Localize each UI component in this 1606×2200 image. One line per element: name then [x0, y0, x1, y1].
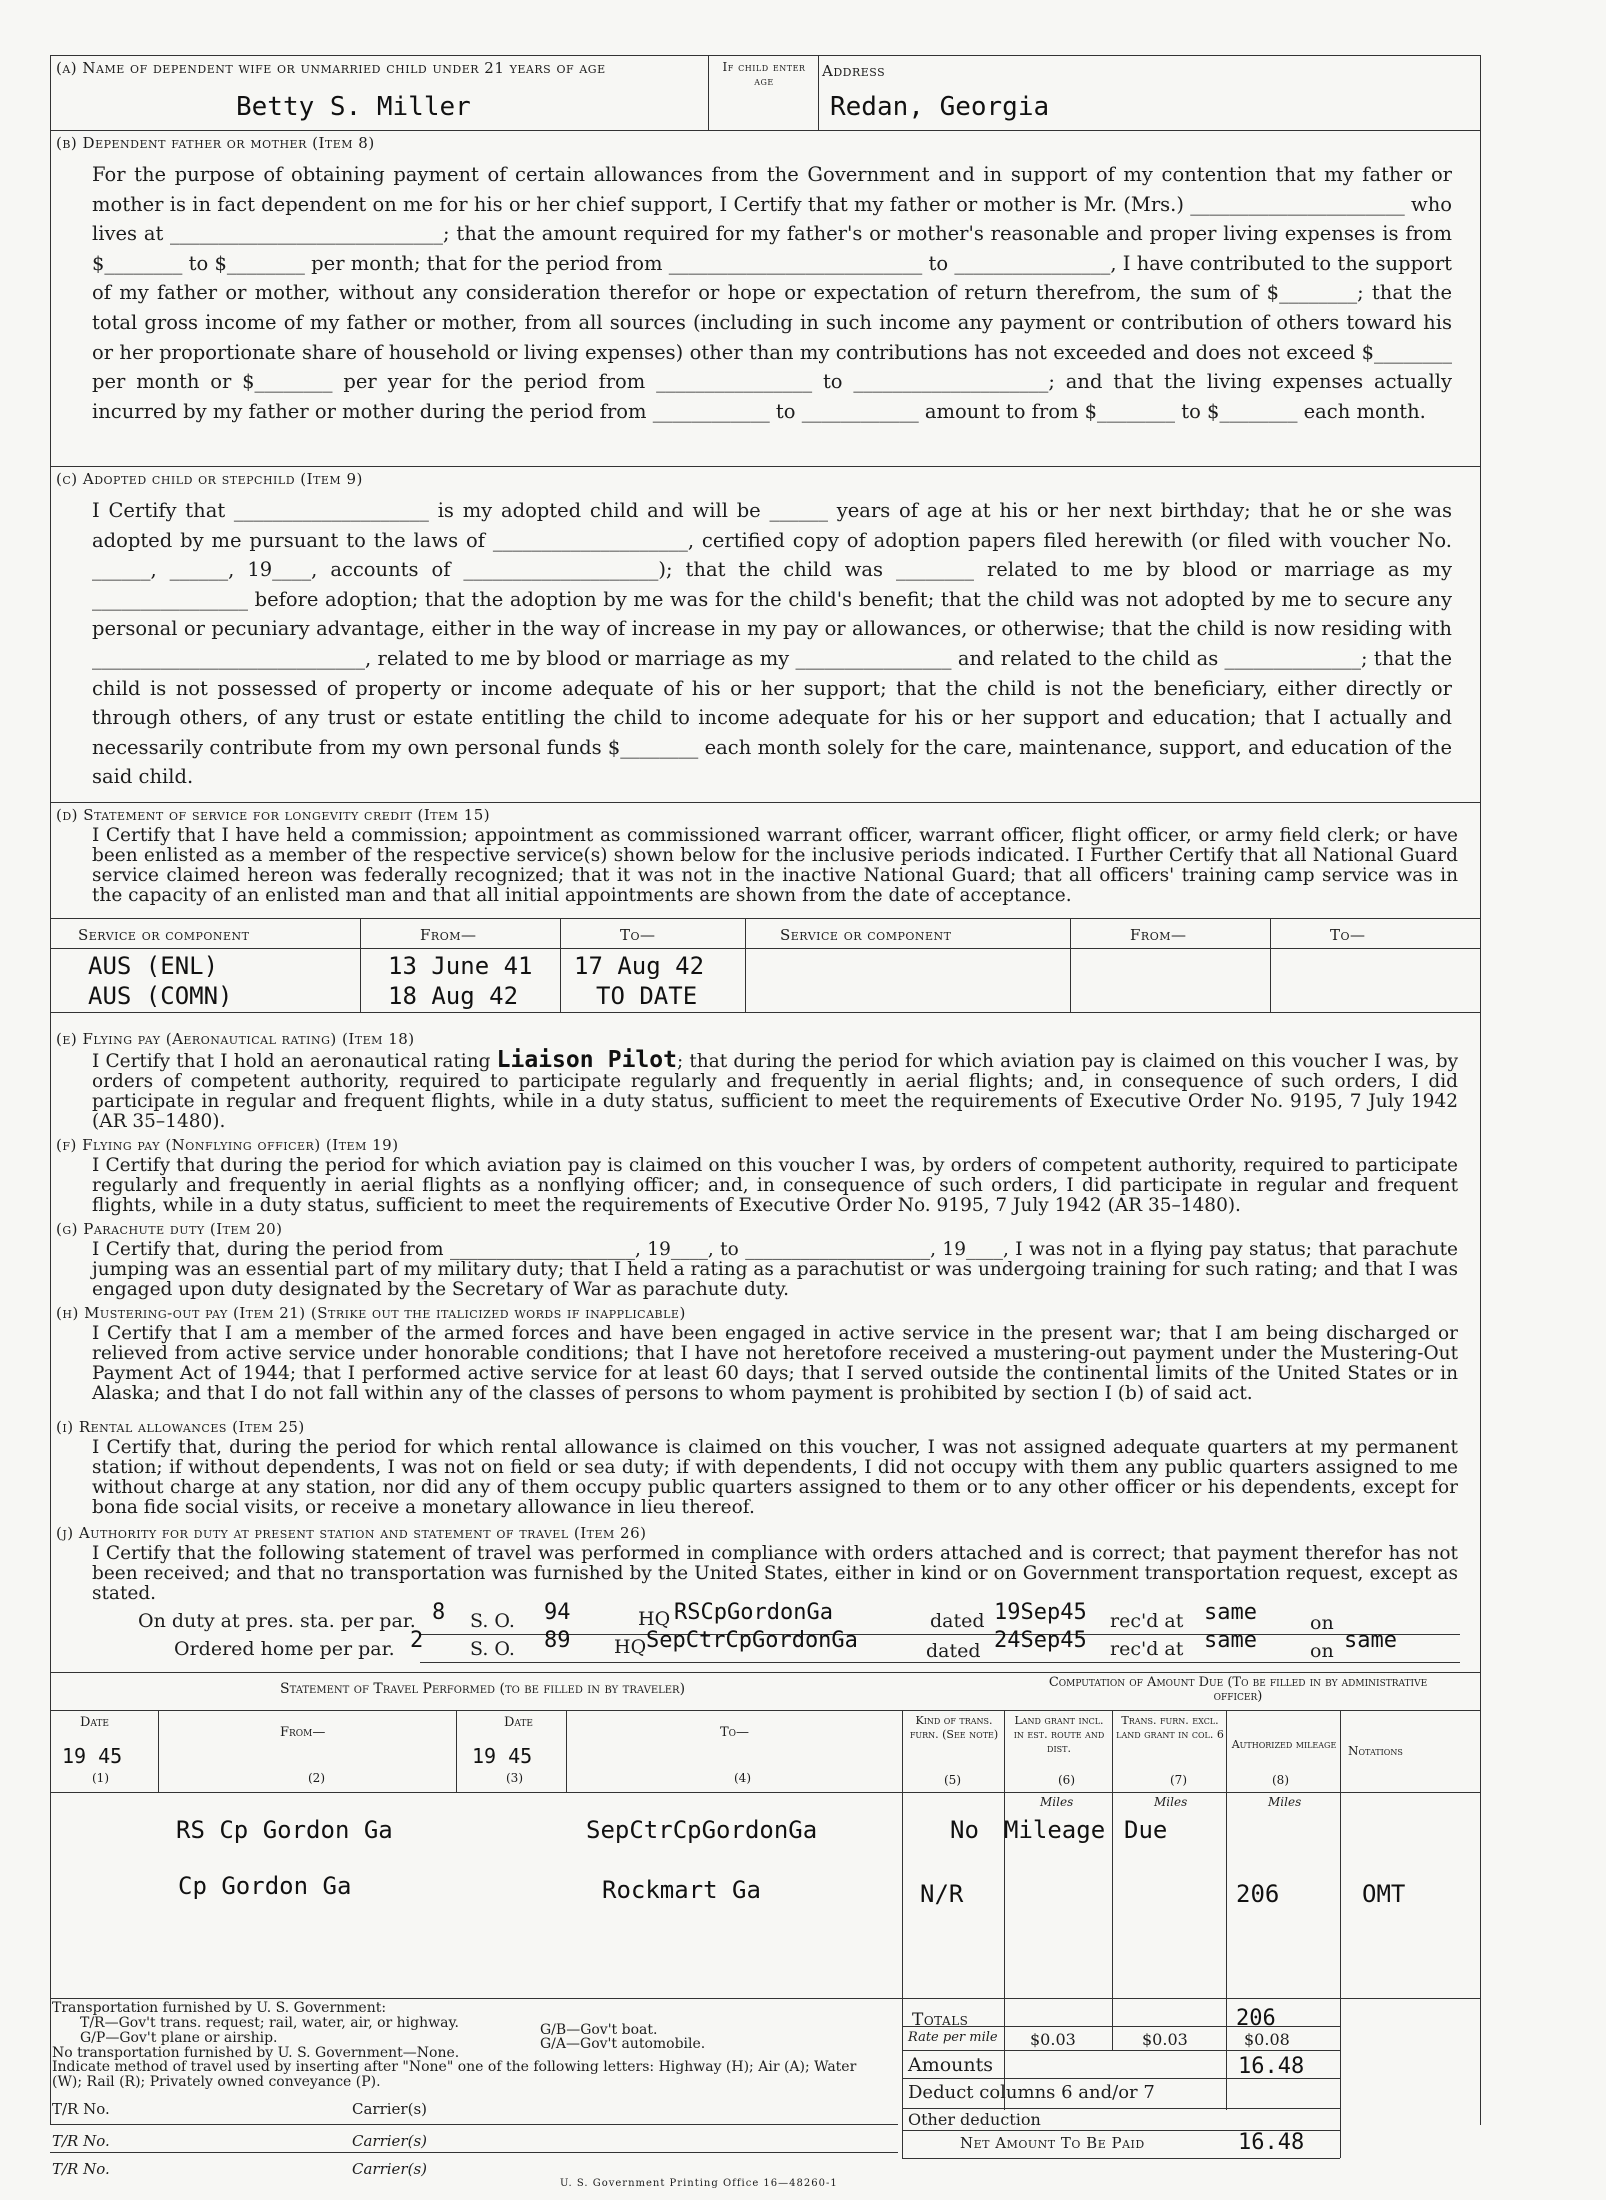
rule	[50, 948, 1480, 949]
home-recd-label: rec'd at	[1110, 1638, 1184, 1660]
home-par: 2	[410, 1628, 424, 1653]
rate-auth: $0.08	[1244, 2030, 1290, 2049]
col	[560, 918, 561, 1012]
col-num-1: (1)	[92, 1771, 109, 1785]
travel-row-1-land: Mileage	[1004, 1816, 1106, 1844]
col	[456, 1710, 457, 1792]
home-so-label: S. O.	[470, 1638, 515, 1660]
service-header-1: Service or component	[78, 926, 250, 944]
note-5: G/A—Gov't automobile.	[540, 2036, 706, 2052]
rule	[50, 1672, 1480, 1673]
section-b-text: For the purpose of obtaining payment of certain allowances from the Government and in support of my contention that my father or mother is in fact dependent on me for his or her chief support, I Certify that my father or mother is Mr. (Mrs.) ______________________ who lives at ____________________________; that the amount required for my father's or mother's reasonable and proper living expenses is from $________ to $________ per month; that for the period from __________________________ to ________________, I have contributed to the support of my father or mother, without any consideration therefor or hope or expectation of return therefrom, the sum of $________; that the total gross income of my father or mother, from all sources (including in such income any payment or contribution of others toward his or her proportionate share of household or living expenses) other than my contributions has not exceeded and does not exceed $________ per month or $________ per year for the period from ________________ to ____________________; and that the living expenses actually incurred by my father or mother during the period from ____________ to ____________ amount to from $________ to $________ each month.	[92, 163, 1452, 423]
travel-row-2-kind: N/R	[920, 1880, 964, 1908]
duty-so: 94	[544, 1600, 571, 1625]
travel-statement-title: Statement of Travel Performed (to be filled in by traveler)	[280, 1681, 686, 1697]
section-g-label: (g) Parachute duty (Item 20)	[56, 1220, 283, 1238]
rule	[50, 802, 1480, 803]
rule	[50, 918, 1480, 919]
rate-trans: $0.03	[1142, 2030, 1188, 2049]
rule	[420, 1634, 1460, 1635]
service-row-2-from: 18 Aug 42	[388, 982, 519, 1010]
home-on-label: on	[1310, 1640, 1334, 1662]
rule	[902, 2026, 1340, 2027]
duty-so-label: S. O.	[470, 1610, 515, 1632]
section-h-text: I Certify that I am a member of the armed forces and have been engaged in active service in the present war; that I am being discharged or relieved from active service under honorable conditions; that I have not heretofore received a mustering-out payment under the Mustering-Out Payment Act of 1944; that I performed active service for at least 60 days; that I served outside the continental limits of the United States or in Alaska; and that I do not fall within any of the classes of persons to whom payment is prohibited by section I (b) of said act.	[92, 1323, 1458, 1404]
travel-row-2-authorized: 206	[1236, 1880, 1280, 1908]
travel-row-1-kind: No	[950, 1816, 979, 1844]
col-num-7: (7)	[1170, 1773, 1187, 1787]
section-c-text: I Certify that ____________________ is my adopted child and will be ______ years of age at his or her next birthday; that he or she was adopted by me pursuant to the laws of ____________________, certified copy of adoption papers filed herewith (or filed with voucher No. ______, ______, 19____, accounts of ____________________); that the child was ________ related to me by blood or marriage as my ________________ before adoption; that the adoption by me was for the child's benefit; that the child was not adopted by me to secure any personal or pecuniary advantage, either in the way of increase in my pay or allowances, or otherwise; that the child is now residing with ____________________________, related to me by blood or marriage as my ________________ and related to the child as ______________; that the child is not possessed of property or income adequate of his or her support; that the child is not the beneficiary, either directly or through others, of any trust or estate entitling the child to income adequate for his or her support and education; that I actually and necessarily contribute from my own personal funds $________ each month solely for the care, maintenance, support, and education of the said child.	[92, 499, 1452, 789]
amounts-value: 16.48	[1238, 2054, 1305, 2079]
section-e-text-after: ; that during the period for which aviation pay is claimed on this voucher I was, by orders of competent authority, required to participate regularly and frequently in aerial flights; and, in consequence of such orders, I did participate in regular and frequent flights, while in a duty status, sufficient to meet the requirements of Executive Order No. 9195, 7 July 1942 (AR 35–1480).	[92, 1051, 1459, 1132]
service-row-2-service: AUS (COMN)	[88, 982, 233, 1010]
travel-row-1-from: RS Cp Gordon Ga	[176, 1816, 393, 1844]
rule	[50, 1012, 1480, 1013]
travel-header-authorized: Authorized mileage	[1231, 1738, 1337, 1751]
col-num-6: (6)	[1058, 1773, 1075, 1787]
travel-header-date1: Date	[80, 1715, 110, 1730]
service-row-1-from: 13 June 41	[388, 952, 533, 980]
duty-par: 8	[432, 1600, 446, 1625]
duty-recd: same	[1204, 1600, 1257, 1625]
top-border	[50, 55, 1480, 56]
rule	[902, 2078, 1340, 2079]
travel-year-2: 19 45	[472, 1744, 533, 1768]
rule	[902, 2108, 1340, 2109]
rule	[902, 2158, 1340, 2159]
section-c-label: (c) Adopted child or stepchild (Item 9)	[56, 470, 363, 488]
deduct-label: Deduct columns 6 and/or 7	[908, 2082, 1155, 2103]
rule	[50, 1998, 1480, 1999]
note-6: No transportation furnished by U. S. Government—None.	[52, 2045, 460, 2061]
home-dated: 24Sep45	[994, 1628, 1087, 1653]
service-header-6: To—	[1330, 926, 1366, 944]
section-h-label: (h) Mustering-out pay (Item 21) (Strike out the italicized words if inapplicable)	[56, 1304, 686, 1322]
section-a-address-label: Address	[822, 62, 886, 80]
section-a-age-label: If child enter age	[722, 60, 806, 88]
section-e-text-before: I Certify that I hold an aeronautical rating	[92, 1051, 491, 1072]
section-b-label: (b) Dependent father or mother (Item 8)	[56, 134, 375, 152]
rule	[50, 130, 1480, 131]
travel-row-1-trans: Due	[1124, 1816, 1168, 1844]
col-num-3: (3)	[506, 1771, 523, 1785]
amounts-label: Amounts	[908, 2054, 994, 2076]
col	[1070, 918, 1071, 1012]
col	[745, 918, 746, 1012]
net-amount-value: 16.48	[1238, 2130, 1305, 2155]
travel-header-land-grant: Land grant incl. in est. route and dist.	[1013, 1714, 1105, 1755]
miles-label-6: Miles	[1040, 1795, 1074, 1809]
dependent-name: Betty S. Miller	[236, 92, 471, 122]
col-num-2: (2)	[308, 1771, 325, 1785]
other-deduction-label: Other deduction	[908, 2110, 1041, 2129]
rule	[50, 2124, 898, 2125]
aeronautical-rating: Liaison Pilot	[496, 1047, 677, 1073]
home-line-prefix: Ordered home per par.	[174, 1638, 395, 1660]
section-f-label: (f) Flying pay (Nonflying officer) (Item 19)	[56, 1136, 399, 1154]
col-num-8: (8)	[1272, 1773, 1289, 1787]
note-2: T/R—Gov't trans. request; rail, water, air, or highway.	[80, 2015, 459, 2031]
section-f-text: I Certify that during the period for which aviation pay is claimed on this voucher I was, by orders of competent authority, required to participate regularly and frequently in aerial flights as a nonflying officer; and, in consequence of such orders, I did participate in regular and frequent flights, while in a duty status, sufficient to meet the requirements of Executive Order No. 9195, 7 July 1942 (AR 35–1480).	[92, 1155, 1458, 1216]
note-3: G/P—Gov't plane or airship.	[80, 2030, 278, 2046]
section-i-label: (i) Rental allowances (Item 25)	[56, 1418, 305, 1436]
travel-header-trans-furn: Trans. furn. excl. land grant in col. 6	[1116, 1714, 1224, 1741]
section-d-text: I Certify that I have held a commission; appointment as commissioned warrant officer, warrant officer, flight officer, or army field clerk; or have been enlisted as a member of the respective service(s) shown below for the inclusive periods indicated. I Further Certify that all National Guard service claimed hereon was federally recognized; that it was not in the inactive National Guard; that all officers' training camp service was in the capacity of an enlisted man and that all initial appointments are shown from the date of acceptance.	[92, 825, 1458, 906]
travel-row-2-to: Rockmart Ga	[602, 1876, 761, 1904]
divider	[818, 55, 819, 130]
duty-recd-label: rec'd at	[1110, 1610, 1184, 1632]
section-d-label: (d) Statement of service for longevity credit (Item 15)	[56, 806, 491, 824]
col	[1340, 1710, 1341, 1998]
travel-header-date2: Date	[504, 1715, 534, 1730]
tr-no-label: T/R No.	[52, 2100, 110, 2118]
duty-dated-label: dated	[930, 1610, 985, 1632]
miles-label-7: Miles	[1154, 1795, 1188, 1809]
duty-dated: 19Sep45	[994, 1600, 1087, 1625]
home-so: 89	[544, 1628, 571, 1653]
rate-label: Rate per mile	[908, 2030, 998, 2045]
section-j-label: (j) Authority for duty at present station and statement of travel (Item 26)	[56, 1524, 647, 1542]
col	[360, 918, 361, 1012]
col-num-5: (5)	[944, 1773, 961, 1787]
note-4: G/B—Gov't boat.	[540, 2022, 658, 2038]
col	[902, 1998, 903, 2158]
carriers-label-2: Carrier(s)	[352, 2132, 428, 2150]
dependent-address: Redan, Georgia	[830, 92, 1050, 122]
travel-header-from: From—	[280, 1725, 326, 1740]
home-hq: SepCtrCpGordonGa	[646, 1628, 858, 1653]
service-header-2: From—	[420, 926, 477, 944]
home-on: same	[1344, 1628, 1397, 1653]
duty-line-prefix: On duty at pres. sta. per par.	[138, 1610, 416, 1632]
col	[566, 1710, 567, 1792]
section-e-text	[92, 1047, 1459, 1132]
divider	[708, 55, 709, 130]
service-row-1-to: 17 Aug 42	[574, 952, 705, 980]
carriers-label: Carrier(s)	[352, 2100, 428, 2118]
note-1: Transportation furnished by U. S. Government:	[52, 2000, 387, 2016]
col	[1270, 918, 1271, 1012]
computation-title: Computation of Amount Due (To be filled in by administrative officer)	[1048, 1675, 1428, 1704]
service-row-2-to: TO DATE	[596, 982, 698, 1010]
service-header-3: To—	[620, 926, 656, 944]
tr-no-label-3: T/R No.	[52, 2160, 110, 2178]
travel-row-1-to: SepCtrCpGordonGa	[586, 1816, 818, 1844]
col	[902, 1710, 903, 1998]
col-num-4: (4)	[734, 1771, 751, 1785]
totals-label: Totals	[912, 2010, 969, 2030]
service-header-5: From—	[1130, 926, 1187, 944]
travel-row-2-notation: OMT	[1362, 1880, 1406, 1908]
net-amount-label: Net Amount To Be Paid	[960, 2134, 1145, 2152]
home-dated-label: dated	[926, 1640, 981, 1662]
travel-header-to: To—	[720, 1725, 750, 1740]
duty-hq-label: HQ	[638, 1608, 671, 1630]
right-border	[1480, 55, 1481, 2125]
duty-hq: RSCpGordonGa	[674, 1600, 833, 1625]
rule	[50, 1710, 1480, 1711]
duty-on-label: on	[1310, 1612, 1334, 1634]
section-g-text: I Certify that, during the period from ____________________, 19____, to ____________________, 19____, I was not in a flying pay status; that parachute jumping was an essential part of my military duty; that I held a rating as a parachutist or was undergoing training for such rating; and that I was engaged upon duty designated by the Secretary of War as parachute duty.	[92, 1239, 1458, 1300]
printer-credit: U. S. Government Printing Office 16—48260-1	[560, 2178, 838, 2189]
rate-land: $0.03	[1030, 2030, 1076, 2049]
rule	[50, 466, 1480, 467]
tr-no-label-2: T/R No.	[52, 2132, 110, 2150]
rule	[50, 1792, 1480, 1793]
service-row-1-service: AUS (ENL)	[88, 952, 219, 980]
home-recd: same	[1204, 1628, 1257, 1653]
travel-year-1: 19 45	[62, 1744, 123, 1768]
travel-header-notations: Notations	[1348, 1744, 1403, 1758]
section-e-label: (e) Flying pay (Aeronautical rating) (Item 18)	[56, 1030, 415, 1048]
rule	[50, 2152, 898, 2153]
totals-value: 206	[1236, 2006, 1276, 2031]
carriers-label-3: Carrier(s)	[352, 2160, 428, 2178]
home-hq-label: HQ	[614, 1636, 647, 1658]
section-i-text: I Certify that, during the period for which rental allowance is claimed on this voucher, I was not assigned adequate quarters at my permanent station; if without dependents, I was not on field or sea duty; if with dependents, I did not occupy with them any public quarters assigned to me without charge at any station, nor did any of them occupy public quarters assigned to them or to any other officer or his dependents, except for bona fide social visits, or receive a monetary allowance in lieu thereof.	[92, 1437, 1458, 1518]
note-7: Indicate method of travel used by inserting after "None" one of the following letters: Highway (H); Air (A); Water (W); Rail (R); Privately owned conveyance (P).	[52, 2059, 857, 2090]
section-j-text: I Certify that the following statement of travel was performed in compliance with orders attached and is correct; that payment therefor has not been received; and that no transportation was furnished by the United States, either in kind or on Government transportation request, except as stated.	[92, 1543, 1458, 1604]
left-border	[50, 55, 51, 2125]
col	[1112, 1710, 1113, 2050]
rule	[420, 1662, 1460, 1663]
col	[158, 1710, 159, 1792]
travel-row-2-from: Cp Gordon Ga	[178, 1872, 352, 1900]
travel-header-kind: Kind of trans. furn. (See note)	[909, 1714, 999, 1741]
section-a-label: (a) Name of dependent wife or unmarried child under 21 years of age	[56, 59, 606, 77]
service-header-4: Service or component	[780, 926, 952, 944]
miles-label-8: Miles	[1268, 1795, 1302, 1809]
col	[1340, 1998, 1341, 2158]
rule	[902, 2050, 1340, 2051]
